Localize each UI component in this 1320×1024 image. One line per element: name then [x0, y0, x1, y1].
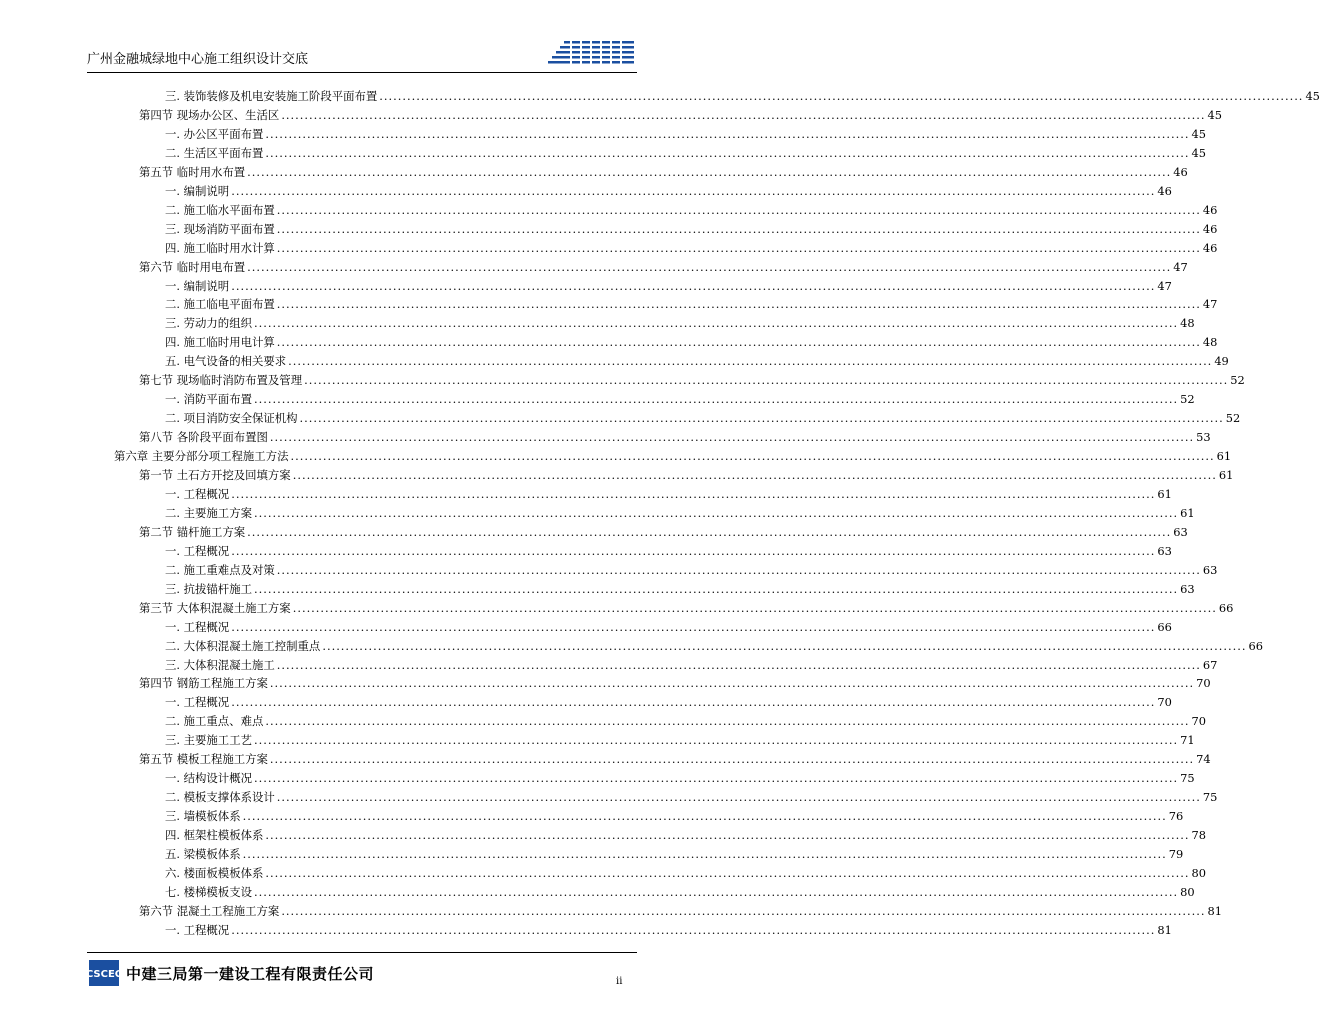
toc-leader-dots: ........................................................................................................................................................................................................	[265, 714, 1190, 729]
toc-entry-page: 61	[1180, 505, 1195, 520]
toc-entry[interactable]	[165, 391, 1195, 407]
toc-entry-page: 67	[1202, 657, 1218, 672]
toc-entry[interactable]	[165, 713, 1207, 729]
toc-leader-dots: ........................................................................................................................................................................................................	[253, 505, 1179, 520]
toc-entry[interactable]	[165, 410, 1241, 426]
toc-entry-label: 二. 主要施工方案	[165, 505, 252, 520]
toc-entry-label: 四. 施工临时用水计算	[165, 240, 275, 255]
toc-entry[interactable]	[165, 126, 1207, 142]
toc-leader-dots: ........................................................................................................................................................................................................	[231, 486, 1156, 501]
toc-leader-dots: ........................................................................................................................................................................................................	[276, 297, 1201, 312]
toc-entry-page: 76	[1168, 809, 1184, 824]
toc-entry-label: 第五节 临时用水布置	[139, 164, 246, 179]
company-name: 中建三局第一建设工程有限责任公司	[126, 965, 375, 983]
toc-entry-page: 45	[1191, 126, 1207, 141]
toc-entry-page: 80	[1191, 865, 1207, 880]
toc-leader-dots: ........................................................................................................................................................................................................	[242, 847, 1167, 861]
toc-entry[interactable]	[165, 732, 1195, 748]
toc-entry-label: 一. 结构设计概况	[165, 771, 252, 786]
toc-entry-page: 61	[1157, 486, 1172, 501]
toc-leader-dots: ........................................................................................................................................................................................................	[231, 619, 1156, 634]
toc-entry-label: 第四节 现场办公区、生活区	[139, 107, 280, 122]
toc-entry[interactable]	[165, 581, 1195, 597]
toc-entry-page: 52	[1230, 373, 1245, 388]
toc-entry[interactable]	[165, 183, 1172, 199]
toc-entry-page: 79	[1168, 847, 1184, 861]
toc-entry[interactable]	[139, 259, 1188, 275]
toc-entry[interactable]	[139, 372, 1245, 388]
toc-entry-label: 一. 工程概况	[165, 695, 230, 710]
toc-entry[interactable]	[165, 638, 1263, 654]
toc-entry[interactable]	[165, 865, 1207, 881]
toc-entry[interactable]	[165, 353, 1229, 369]
toc-leader-dots: ........................................................................................................................................................................................................	[276, 335, 1201, 350]
toc-leader-dots: ........................................................................................................................................................................................................	[265, 865, 1190, 880]
toc-entry-label: 第四节 钢筋工程施工方案	[139, 676, 268, 691]
toc-leader-dots: ........................................................................................................................................................................................................	[304, 373, 1229, 388]
toc-entry-page: 46	[1173, 164, 1188, 179]
document-title: 广州金融城绿地中心施工组织设计交底	[87, 52, 309, 67]
toc-entry-page: 63	[1202, 562, 1218, 577]
toc-entry-page: 70	[1196, 676, 1211, 691]
toc-entry[interactable]	[165, 922, 1172, 938]
toc-entry[interactable]	[139, 107, 1222, 123]
toc-leader-dots: ........................................................................................................................................................................................................	[253, 733, 1179, 748]
toc-entry-label: 一. 工程概况	[165, 543, 230, 558]
toc-entry-label: 七. 楼梯模板支设	[165, 884, 252, 899]
company-logo-icon	[85, 960, 123, 986]
toc-leader-dots: ........................................................................................................................................................................................................	[265, 145, 1190, 160]
toc-entry[interactable]	[139, 903, 1222, 919]
toc-entry[interactable]	[165, 296, 1218, 312]
toc-entry-page: 52	[1225, 411, 1241, 426]
toc-entry-page: 46	[1202, 240, 1218, 255]
toc-leader-dots: ........................................................................................................................................................................................................	[231, 278, 1156, 293]
toc-leader-dots: ........................................................................................................................................................................................................	[269, 676, 1195, 691]
toc-leader-dots: ........................................................................................................................................................................................................	[253, 771, 1179, 786]
toc-entry-label: 二. 模板支撑体系设计	[165, 790, 275, 805]
toc-entry-page: 47	[1173, 259, 1188, 274]
toc-leader-dots: ........................................................................................................................................................................................................	[231, 183, 1156, 198]
toc-leader-dots: ........................................................................................................................................................................................................	[247, 164, 1172, 179]
toc-leader-dots: ........................................................................................................................................................................................................	[231, 543, 1156, 558]
toc-entry-label: 二. 项目消防安全保证机构	[165, 411, 298, 426]
toc-entry-page: 66	[1157, 619, 1172, 634]
toc-entry[interactable]	[139, 467, 1234, 483]
toc-entry-label: 第三节 大体积混凝土施工方案	[139, 600, 291, 615]
toc-entry-page: 80	[1180, 884, 1195, 899]
toc-leader-dots: ........................................................................................................................................................................................................	[276, 790, 1201, 805]
toc-entry[interactable]	[165, 145, 1207, 161]
toc-leader-dots: ........................................................................................................................................................................................................	[276, 657, 1201, 672]
toc-entry-label: 二. 施工临电平面布置	[165, 297, 275, 312]
toc-leader-dots: ........................................................................................................................................................................................................	[299, 411, 1224, 426]
toc-entry-page: 48	[1180, 316, 1195, 331]
toc-entry-label: 二. 施工重点、难点	[165, 714, 264, 729]
toc-entry-page: 61	[1218, 468, 1234, 482]
toc-entry-page: 47	[1157, 278, 1172, 293]
toc-entry-label: 第六章 主要分部分项工程施工方法	[114, 449, 289, 464]
toc-entry-label: 五. 电气设备的相关要求	[165, 354, 287, 369]
toc-leader-dots: ........................................................................................................................................................................................................	[253, 581, 1179, 596]
toc-entry-page: 70	[1191, 714, 1207, 729]
toc-entry-page: 71	[1180, 733, 1195, 748]
toc-entry-page: 46	[1202, 221, 1218, 236]
toc-leader-dots: ........................................................................................................................................................................................................	[253, 392, 1179, 407]
toc-entry-page: 61	[1216, 449, 1232, 464]
toc-entry[interactable]	[165, 278, 1172, 294]
toc-entry-label: 第二节 锚杆施工方案	[139, 524, 246, 539]
toc-entry-label: 四. 框架柱模板体系	[165, 828, 264, 843]
toc-entry[interactable]	[165, 827, 1207, 843]
toc-leader-dots: ........................................................................................................................................................................................................	[281, 903, 1206, 918]
toc-entry-label: 一. 工程概况	[165, 619, 230, 634]
toc-leader-dots: ........................................................................................................................................................................................................	[276, 202, 1201, 217]
toc-leader-dots: ........................................................................................................................................................................................................	[276, 562, 1201, 577]
toc-entry-page: 46	[1157, 183, 1172, 198]
toc-entry[interactable]	[165, 884, 1195, 900]
toc-entry[interactable]	[165, 619, 1172, 635]
toc-entry[interactable]	[114, 448, 1232, 464]
toc-entry-page: 45	[1305, 89, 1320, 103]
toc-entry[interactable]	[139, 164, 1188, 180]
toc-entry-label: 三. 墙模板体系	[165, 809, 241, 824]
toc-entry[interactable]	[165, 694, 1172, 710]
toc-leader-dots: ........................................................................................................................................................................................................	[276, 221, 1201, 236]
toc-entry[interactable]	[165, 808, 1184, 824]
toc-entry-page: 48	[1202, 335, 1218, 350]
toc-leader-dots: ........................................................................................................................................................................................................	[290, 449, 1215, 464]
toc-entry[interactable]	[139, 675, 1211, 691]
toc-entry-page: 63	[1180, 581, 1195, 596]
toc-entry[interactable]	[165, 543, 1172, 559]
toc-leader-dots: ........................................................................................................................................................................................................	[247, 524, 1172, 539]
toc-entry[interactable]	[165, 657, 1218, 673]
toc-leader-dots: ........................................................................................................................................................................................................	[276, 240, 1201, 255]
toc-entry[interactable]	[165, 562, 1218, 578]
toc-entry-label: 二. 生活区平面布置	[165, 145, 264, 160]
toc-entry-label: 一. 办公区平面布置	[165, 126, 264, 141]
toc-entry-page: 75	[1180, 771, 1195, 786]
toc-entry[interactable]	[139, 429, 1211, 445]
toc-entry-label: 第八节 各阶段平面布置图	[139, 430, 268, 445]
toc-entry-label: 第七节 现场临时消防布置及管理	[139, 373, 303, 388]
toc-leader-dots: ........................................................................................................................................................................................................	[269, 430, 1195, 445]
toc-entry[interactable]	[165, 202, 1218, 218]
toc-entry-label: 第六节 混凝土工程施工方案	[139, 903, 280, 918]
toc-entry[interactable]	[165, 846, 1184, 862]
toc-leader-dots: ........................................................................................................................................................................................................	[253, 316, 1179, 331]
toc-entry-label: 二. 大体积混凝土施工控制重点	[165, 638, 321, 653]
toc-leader-dots: ........................................................................................................................................................................................................	[231, 922, 1156, 937]
toc-entry-page: 74	[1196, 752, 1211, 767]
footer-divider	[87, 952, 637, 953]
toc-entry-page: 81	[1157, 922, 1172, 937]
toc-entry[interactable]	[139, 600, 1234, 616]
toc-entry[interactable]	[165, 770, 1195, 786]
toc-leader-dots: ........................................................................................................................................................................................................	[292, 600, 1217, 615]
toc-entry-label: 一. 编制说明	[165, 183, 230, 198]
toc-entry-page: 63	[1157, 543, 1172, 558]
toc-entry-page: 45	[1207, 107, 1222, 122]
toc-leader-dots: ........................................................................................................................................................................................................	[379, 89, 1304, 103]
toc-leader-dots: ........................................................................................................................................................................................................	[281, 107, 1206, 122]
toc-entry[interactable]	[165, 505, 1195, 521]
toc-entry-page: 75	[1202, 790, 1218, 805]
toc-entry-label: 四. 施工临时用电计算	[165, 335, 275, 350]
toc-leader-dots: ........................................................................................................................................................................................................	[288, 354, 1213, 369]
toc-entry-label: 第一节 土石方开挖及回填方案	[139, 468, 291, 482]
toc-entry-label: 一. 消防平面布置	[165, 392, 252, 407]
toc-entry[interactable]	[165, 789, 1218, 805]
toc-entry-page: 70	[1157, 695, 1172, 710]
toc-entry-label: 第六节 临时用电布置	[139, 259, 246, 274]
toc-entry-label: 二. 施工临水平面布置	[165, 202, 275, 217]
toc-leader-dots: ........................................................................................................................................................................................................	[265, 828, 1190, 843]
toc-entry-label: 二. 施工重难点及对策	[165, 562, 275, 577]
toc-leader-dots: ........................................................................................................................................................................................................	[292, 468, 1217, 482]
toc-entry-label: 三. 装饰装修及机电安装施工阶段平面布置	[165, 89, 378, 103]
company-header-logo	[548, 40, 638, 70]
toc-leader-dots: ........................................................................................................................................................................................................	[322, 638, 1247, 653]
toc-entry-label: 六. 楼面板模板体系	[165, 865, 264, 880]
toc-leader-dots: ........................................................................................................................................................................................................	[253, 884, 1179, 899]
toc-entry[interactable]	[165, 240, 1218, 256]
toc-entry-page: 46	[1202, 202, 1218, 217]
toc-entry[interactable]	[165, 334, 1218, 350]
toc-entry[interactable]	[165, 486, 1172, 502]
toc-entry-page: 49	[1214, 354, 1229, 369]
toc-entry-page: 78	[1191, 828, 1207, 843]
toc-leader-dots: ........................................................................................................................................................................................................	[247, 259, 1172, 274]
toc-entry-label: 三. 主要施工工艺	[165, 733, 252, 748]
toc-entry-page: 52	[1180, 392, 1195, 407]
toc-entry-label: 一. 编制说明	[165, 278, 230, 293]
toc-entry-label: 三. 抗拔锚杆施工	[165, 581, 252, 596]
toc-entry-label: 第五节 模板工程施工方案	[139, 752, 268, 767]
toc-entry-page: 47	[1202, 297, 1218, 312]
toc-entry[interactable]	[139, 524, 1188, 540]
header-divider	[87, 72, 637, 73]
toc-entry-label: 三. 大体积混凝土施工	[165, 657, 275, 672]
toc-entry-label: 三. 现场消防平面布置	[165, 221, 275, 236]
toc-entry-label: 一. 工程概况	[165, 922, 230, 937]
toc-leader-dots: ........................................................................................................................................................................................................	[242, 809, 1167, 824]
toc-entry-page: 66	[1218, 600, 1234, 615]
toc-entry-page: 53	[1196, 430, 1211, 445]
toc-entry-page: 81	[1207, 903, 1222, 918]
toc-entry[interactable]	[165, 315, 1195, 331]
toc-leader-dots: ........................................................................................................................................................................................................	[231, 695, 1156, 710]
toc-leader-dots: ........................................................................................................................................................................................................	[265, 126, 1190, 141]
toc-entry-page: 45	[1191, 145, 1207, 160]
toc-entry[interactable]	[139, 751, 1211, 767]
toc-entry-label: 三. 劳动力的组织	[165, 316, 252, 331]
toc-leader-dots: ........................................................................................................................................................................................................	[269, 752, 1195, 767]
toc-entry-label: 一. 工程概况	[165, 486, 230, 501]
toc-entry[interactable]	[165, 221, 1218, 237]
page-number: ii	[616, 976, 623, 987]
toc-entry-page: 63	[1173, 524, 1188, 539]
svg-text:CSCEC: CSCEC	[85, 969, 123, 980]
toc-entry-label: 五. 梁模板体系	[165, 847, 241, 861]
toc-entry-page: 66	[1248, 638, 1263, 653]
toc-entry[interactable]	[165, 88, 1320, 104]
